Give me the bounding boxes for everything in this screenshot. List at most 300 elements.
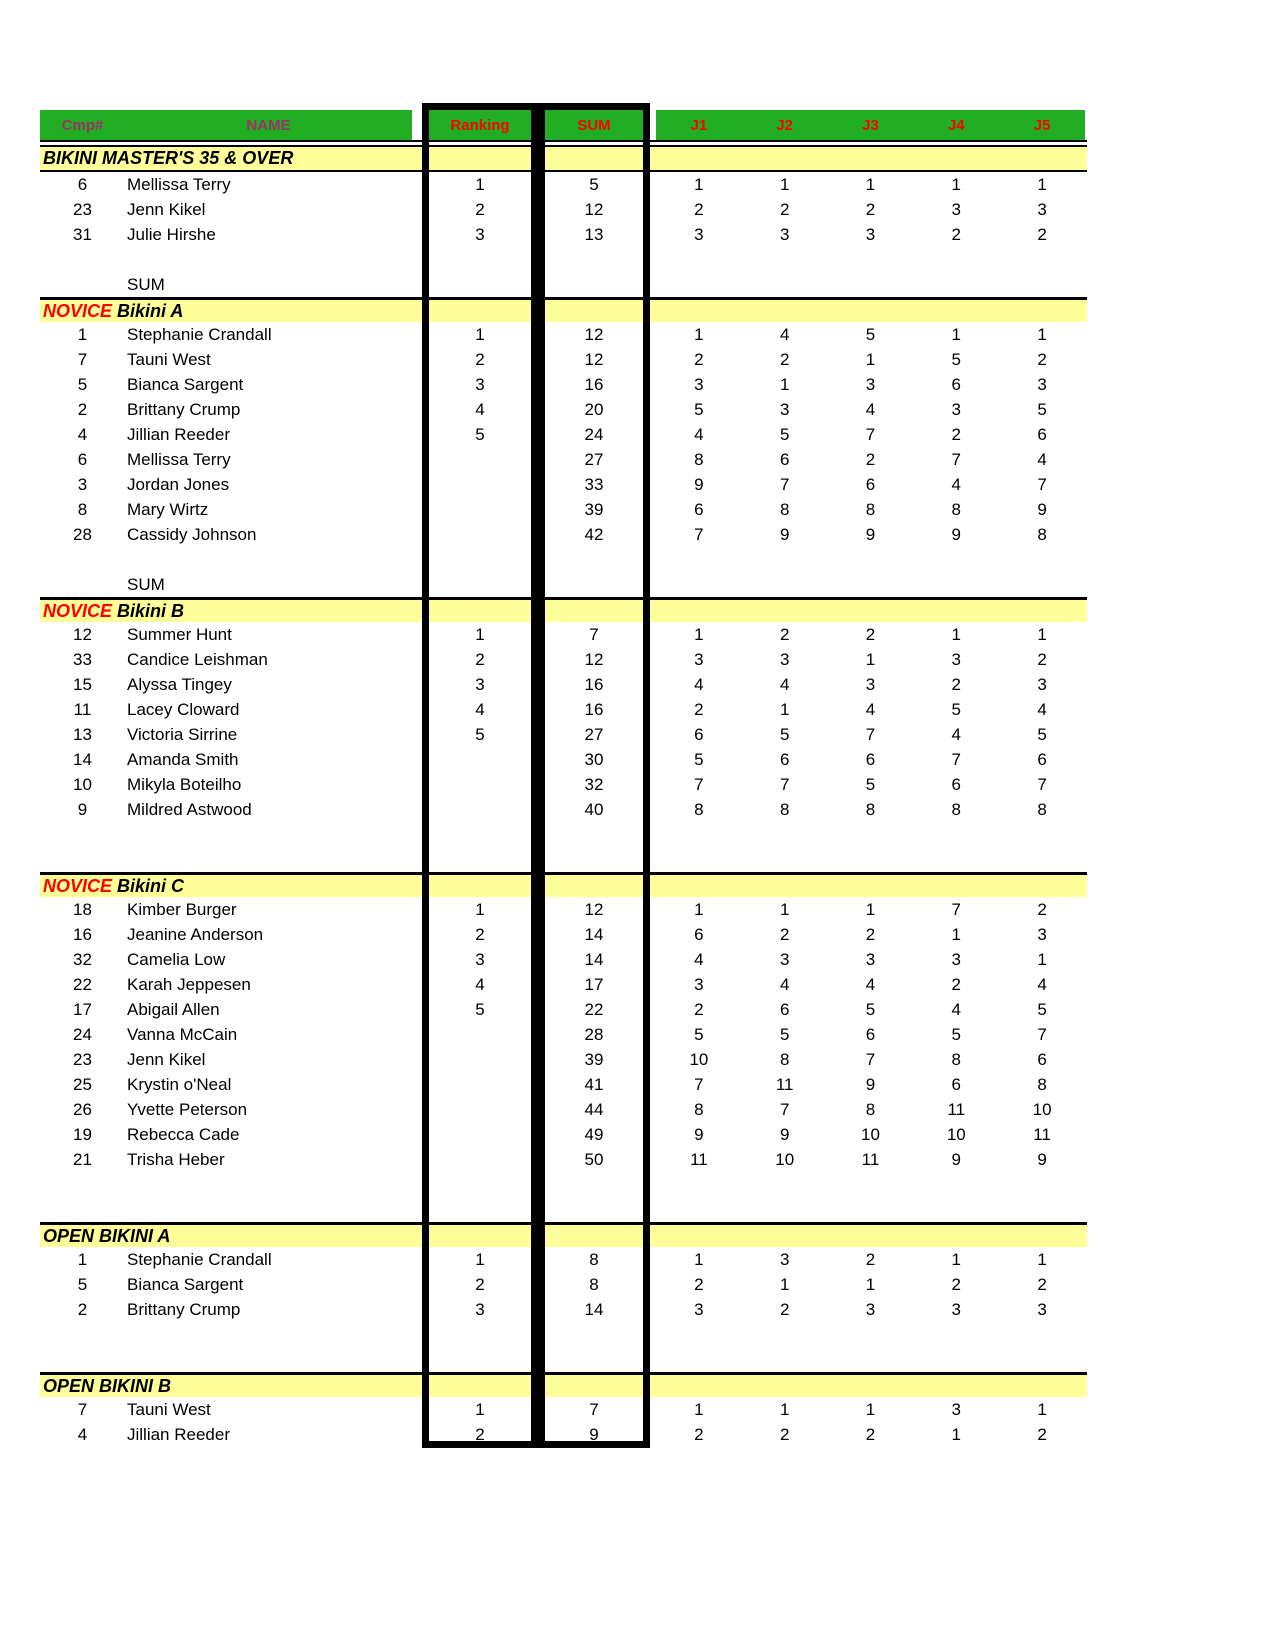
section-title-text: Bikini C bbox=[117, 876, 185, 896]
table-row bbox=[40, 1022, 1087, 1047]
cell-name: Rebecca Cade bbox=[127, 1125, 240, 1144]
col-header-j1: J1 bbox=[656, 110, 742, 140]
cell-j3: 5 bbox=[865, 775, 876, 794]
table-row bbox=[40, 447, 1087, 472]
cell-cmp: 6 bbox=[77, 450, 88, 469]
table-row bbox=[40, 172, 1087, 197]
cell-name: Lacey Cloward bbox=[127, 700, 240, 719]
blank-row bbox=[40, 547, 1087, 572]
table-row bbox=[40, 697, 1087, 722]
cell-name: Bianca Sargent bbox=[127, 1275, 244, 1294]
cell-sum: 12 bbox=[584, 900, 604, 919]
col-header-j2: J2 bbox=[742, 110, 828, 140]
table-row bbox=[40, 1397, 1087, 1422]
cell-j5: 1 bbox=[1037, 175, 1047, 194]
table-row bbox=[40, 797, 1087, 822]
cell-sum: 32 bbox=[584, 775, 604, 794]
cell-sum: 13 bbox=[584, 225, 604, 244]
cell-j5: 8 bbox=[1037, 1075, 1047, 1094]
cell-j5: 2 bbox=[1037, 650, 1047, 669]
table-row bbox=[40, 1097, 1087, 1122]
cell-j3: 9 bbox=[865, 1075, 876, 1094]
cell-sum: 20 bbox=[584, 400, 604, 419]
cell-cmp: 7 bbox=[77, 350, 88, 369]
cell-j2: 7 bbox=[779, 1100, 790, 1119]
cell-j1: 8 bbox=[694, 450, 704, 469]
cell-j1: 7 bbox=[694, 1075, 704, 1094]
cell-j3: 1 bbox=[865, 650, 876, 669]
section-title-text: BIKINI MASTER'S 35 & OVER bbox=[43, 148, 294, 168]
section-title bbox=[40, 1375, 412, 1398]
cell-j2: 3 bbox=[779, 225, 790, 244]
table-row bbox=[40, 622, 1087, 647]
cell-j4: 7 bbox=[951, 750, 962, 769]
cell-cmp: 1 bbox=[77, 1250, 88, 1269]
cell-j4: 2 bbox=[951, 225, 962, 244]
cell-cmp: 2 bbox=[77, 400, 88, 419]
cell-j2: 2 bbox=[779, 625, 790, 644]
cell-j4: 10 bbox=[946, 1125, 966, 1144]
col-header-cmp: Cmp# bbox=[40, 110, 125, 140]
cell-j1: 10 bbox=[689, 1050, 709, 1069]
cell-name: Krystin o'Neal bbox=[127, 1075, 232, 1094]
cell-j2: 6 bbox=[779, 750, 790, 769]
cell-j4: 4 bbox=[951, 725, 962, 744]
cell-name: Mary Wirtz bbox=[127, 500, 209, 519]
cell-name: Yvette Peterson bbox=[127, 1100, 248, 1119]
cell-cmp: 14 bbox=[73, 750, 92, 769]
cell-j4: 8 bbox=[951, 500, 962, 519]
cell-sum: 7 bbox=[589, 1400, 599, 1419]
table-row bbox=[40, 347, 1087, 372]
cell-name: Alyssa Tingey bbox=[127, 675, 232, 694]
table-row bbox=[40, 922, 1087, 947]
cell-j3: 3 bbox=[865, 225, 876, 244]
cell-cmp: 1 bbox=[77, 325, 88, 344]
cell-j1: 7 bbox=[694, 525, 704, 544]
section-title-red: NOVICE bbox=[43, 876, 118, 896]
cell-j4: 5 bbox=[951, 350, 962, 369]
cell-ranking: 3 bbox=[475, 1300, 485, 1319]
section-title-text: OPEN BIKINI B bbox=[43, 1376, 172, 1396]
col-header-ranking: Ranking bbox=[422, 110, 538, 140]
sum-label: SUM bbox=[127, 575, 165, 594]
blank-row bbox=[40, 1172, 1087, 1197]
cell-name: Victoria Sirrine bbox=[127, 725, 238, 744]
cell-name: Brittany Crump bbox=[127, 1300, 241, 1319]
cell-j1: 2 bbox=[694, 700, 704, 719]
cell-j3: 1 bbox=[865, 1275, 876, 1294]
cell-j3: 2 bbox=[865, 1250, 876, 1269]
cell-name: Kimber Burger bbox=[127, 900, 237, 919]
cell-j1: 1 bbox=[694, 625, 704, 644]
cell-j3: 10 bbox=[861, 1125, 880, 1144]
cell-cmp: 4 bbox=[77, 425, 88, 444]
cell-j2: 11 bbox=[775, 1075, 794, 1094]
col-header-sum: SUM bbox=[538, 110, 650, 140]
cell-name: Mildred Astwood bbox=[127, 800, 252, 819]
cell-j2: 8 bbox=[779, 800, 790, 819]
cell-j5: 1 bbox=[1037, 1250, 1047, 1269]
cell-j2: 1 bbox=[779, 1275, 790, 1294]
cell-j5: 2 bbox=[1037, 225, 1047, 244]
section-title-red: NOVICE bbox=[43, 301, 118, 321]
cell-cmp: 22 bbox=[73, 975, 92, 994]
cell-j3: 3 bbox=[865, 1300, 876, 1319]
cell-cmp: 6 bbox=[77, 175, 88, 194]
cell-j5: 1 bbox=[1037, 1400, 1047, 1419]
cell-name: Tauni West bbox=[127, 1400, 211, 1419]
cell-j4: 2 bbox=[951, 675, 962, 694]
cell-j5: 7 bbox=[1037, 1025, 1047, 1044]
cell-sum: 9 bbox=[589, 1425, 599, 1444]
cell-j1: 1 bbox=[694, 900, 704, 919]
cell-sum: 16 bbox=[584, 375, 604, 394]
cell-j5: 3 bbox=[1037, 200, 1047, 219]
col-header-j3: J3 bbox=[828, 110, 914, 140]
cell-name: Julie Hirshe bbox=[127, 225, 216, 244]
table-row bbox=[40, 1122, 1087, 1147]
cell-j3: 3 bbox=[865, 950, 876, 969]
cell-j3: 4 bbox=[865, 700, 876, 719]
cell-name: Summer Hunt bbox=[127, 625, 232, 644]
cell-j1: 3 bbox=[694, 1300, 704, 1319]
cell-j5: 2 bbox=[1037, 1425, 1047, 1444]
section-title bbox=[40, 300, 412, 323]
cell-j3: 2 bbox=[865, 200, 876, 219]
cell-j4: 11 bbox=[947, 1100, 966, 1119]
table-row bbox=[40, 1072, 1087, 1097]
cell-j2: 5 bbox=[779, 425, 790, 444]
table-row bbox=[40, 647, 1087, 672]
cell-j2: 6 bbox=[779, 450, 790, 469]
cell-ranking: 2 bbox=[475, 1275, 485, 1294]
section-title bbox=[40, 875, 412, 898]
cell-name: Stephanie Crandall bbox=[127, 1250, 272, 1269]
cell-j5: 1 bbox=[1037, 625, 1047, 644]
cell-j3: 1 bbox=[865, 175, 876, 194]
cell-j1: 4 bbox=[694, 675, 704, 694]
cell-j3: 3 bbox=[865, 375, 876, 394]
cell-cmp: 25 bbox=[73, 1075, 92, 1094]
table-row bbox=[40, 772, 1087, 797]
cell-j3: 5 bbox=[865, 1000, 876, 1019]
cell-j3: 3 bbox=[865, 675, 876, 694]
cell-cmp: 3 bbox=[77, 475, 88, 494]
cell-j3: 2 bbox=[865, 450, 876, 469]
blank-row bbox=[40, 1347, 1087, 1372]
cell-sum: 49 bbox=[584, 1125, 604, 1144]
cell-ranking: 4 bbox=[475, 400, 485, 419]
cell-j3: 2 bbox=[865, 925, 876, 944]
cell-cmp: 8 bbox=[77, 500, 88, 519]
cell-j4: 9 bbox=[951, 1150, 962, 1169]
cell-j2: 1 bbox=[779, 1400, 790, 1419]
cell-sum: 14 bbox=[584, 1300, 604, 1319]
cell-cmp: 23 bbox=[73, 1050, 92, 1069]
cell-name: Jillian Reeder bbox=[127, 1425, 230, 1444]
cell-sum: 39 bbox=[584, 1050, 604, 1069]
cell-j2: 2 bbox=[779, 925, 790, 944]
cell-sum: 14 bbox=[584, 925, 604, 944]
cell-sum: 50 bbox=[584, 1150, 604, 1169]
cell-cmp: 4 bbox=[77, 1425, 88, 1444]
cell-sum: 16 bbox=[584, 675, 604, 694]
cell-j3: 8 bbox=[865, 1100, 876, 1119]
cell-j5: 5 bbox=[1037, 725, 1047, 744]
cell-name: Jeanine Anderson bbox=[127, 925, 264, 944]
section-title bbox=[40, 600, 412, 623]
cell-j4: 4 bbox=[951, 1000, 962, 1019]
cell-ranking: 2 bbox=[475, 350, 485, 369]
cell-j3: 11 bbox=[861, 1150, 880, 1169]
cell-ranking: 1 bbox=[475, 900, 485, 919]
cell-j5: 8 bbox=[1037, 525, 1047, 544]
cell-sum: 42 bbox=[584, 525, 604, 544]
cell-cmp: 23 bbox=[73, 200, 92, 219]
table-row bbox=[40, 747, 1087, 772]
cell-j4: 6 bbox=[951, 775, 962, 794]
cell-j1: 3 bbox=[694, 975, 704, 994]
blank-row bbox=[40, 847, 1087, 872]
cell-j4: 1 bbox=[951, 1250, 962, 1269]
cell-name: Candice Leishman bbox=[127, 650, 268, 669]
cell-j5: 7 bbox=[1037, 475, 1047, 494]
cell-name: Mellissa Terry bbox=[127, 450, 231, 469]
cell-j4: 7 bbox=[951, 450, 962, 469]
cell-sum: 33 bbox=[584, 475, 604, 494]
table-row bbox=[40, 722, 1087, 747]
cell-j5: 3 bbox=[1037, 375, 1047, 394]
table-row bbox=[40, 397, 1087, 422]
cell-sum: 40 bbox=[584, 800, 604, 819]
cell-sum: 16 bbox=[584, 700, 604, 719]
cell-cmp: 15 bbox=[73, 675, 92, 694]
cell-j3: 2 bbox=[865, 625, 876, 644]
cell-j3: 2 bbox=[865, 1425, 876, 1444]
cell-j2: 7 bbox=[779, 775, 790, 794]
cell-cmp: 5 bbox=[77, 375, 88, 394]
cell-cmp: 26 bbox=[73, 1100, 92, 1119]
cell-j2: 8 bbox=[779, 1050, 790, 1069]
cell-j3: 6 bbox=[865, 750, 876, 769]
cell-name: Trisha Heber bbox=[127, 1150, 225, 1169]
cell-j2: 2 bbox=[779, 1300, 790, 1319]
cell-j1: 11 bbox=[690, 1150, 708, 1169]
section-title-red: NOVICE bbox=[43, 601, 118, 621]
blank-row bbox=[40, 247, 1087, 272]
cell-cmp: 31 bbox=[73, 225, 92, 244]
cell-j1: 6 bbox=[694, 500, 704, 519]
cell-ranking: 1 bbox=[475, 325, 485, 344]
cell-sum: 5 bbox=[589, 175, 599, 194]
cell-j2: 2 bbox=[779, 1425, 790, 1444]
cell-j4: 4 bbox=[951, 475, 962, 494]
cell-j3: 4 bbox=[865, 400, 876, 419]
section-title-text: Bikini A bbox=[117, 301, 184, 321]
cell-name: Brittany Crump bbox=[127, 400, 241, 419]
cell-j2: 1 bbox=[779, 375, 790, 394]
table-row bbox=[40, 1422, 1087, 1447]
cell-j1: 3 bbox=[694, 650, 704, 669]
cell-j3: 1 bbox=[865, 1400, 876, 1419]
cell-j5: 6 bbox=[1037, 1050, 1047, 1069]
cell-ranking: 2 bbox=[475, 650, 485, 669]
cell-j3: 9 bbox=[865, 525, 876, 544]
header-spacer bbox=[412, 110, 422, 140]
cell-j1: 2 bbox=[694, 1000, 704, 1019]
cell-j1: 5 bbox=[694, 1025, 704, 1044]
section-header-row bbox=[40, 597, 1087, 622]
section-title-text: OPEN BIKINI A bbox=[43, 1226, 171, 1246]
cell-j1: 6 bbox=[694, 925, 704, 944]
cell-j4: 9 bbox=[951, 525, 962, 544]
cell-j3: 6 bbox=[865, 1025, 876, 1044]
cell-j2: 8 bbox=[779, 500, 790, 519]
cell-sum: 30 bbox=[584, 750, 604, 769]
table-row bbox=[40, 672, 1087, 697]
cell-name: Tauni West bbox=[127, 350, 211, 369]
table-row bbox=[40, 1147, 1087, 1172]
cell-j1: 6 bbox=[694, 725, 704, 744]
cell-sum: 12 bbox=[584, 325, 604, 344]
cell-sum: 22 bbox=[584, 1000, 604, 1019]
sum-label-row bbox=[40, 272, 1087, 297]
section-header-row bbox=[40, 1372, 1087, 1397]
cell-j4: 1 bbox=[951, 175, 962, 194]
cell-j5: 5 bbox=[1037, 1000, 1047, 1019]
cell-j1: 9 bbox=[694, 475, 704, 494]
cell-j5: 2 bbox=[1037, 900, 1047, 919]
cell-j4: 3 bbox=[951, 1300, 962, 1319]
cell-j1: 4 bbox=[694, 425, 704, 444]
cell-ranking: 3 bbox=[475, 675, 485, 694]
section-title bbox=[40, 1225, 412, 1248]
cell-j3: 5 bbox=[865, 325, 876, 344]
cell-cmp: 17 bbox=[73, 1000, 92, 1019]
cell-sum: 8 bbox=[589, 1250, 599, 1269]
table-row bbox=[40, 422, 1087, 447]
cell-j1: 8 bbox=[694, 1100, 704, 1119]
cell-sum: 7 bbox=[589, 625, 599, 644]
cell-j4: 1 bbox=[951, 325, 962, 344]
cell-name: Jordan Jones bbox=[127, 475, 230, 494]
cell-j4: 1 bbox=[951, 925, 962, 944]
cell-ranking: 3 bbox=[475, 950, 485, 969]
table-row bbox=[40, 997, 1087, 1022]
cell-name: Mellissa Terry bbox=[127, 175, 231, 194]
cell-cmp: 2 bbox=[77, 1300, 88, 1319]
table-row bbox=[40, 497, 1087, 522]
section-header-row bbox=[40, 872, 1087, 897]
cell-ranking: 1 bbox=[475, 175, 485, 194]
cell-j2: 5 bbox=[779, 1025, 790, 1044]
table-body bbox=[40, 147, 1087, 1447]
cell-j2: 4 bbox=[779, 325, 790, 344]
cell-ranking: 4 bbox=[475, 700, 485, 719]
table-row bbox=[40, 1272, 1087, 1297]
cell-j5: 6 bbox=[1037, 750, 1047, 769]
cell-cmp: 33 bbox=[73, 650, 92, 669]
cell-name: Stephanie Crandall bbox=[127, 325, 272, 344]
cell-j1: 4 bbox=[694, 950, 704, 969]
cell-j5: 2 bbox=[1037, 1275, 1047, 1294]
cell-j2: 1 bbox=[779, 700, 790, 719]
cell-j4: 8 bbox=[951, 1050, 962, 1069]
cell-ranking: 4 bbox=[475, 975, 485, 994]
section-header-row bbox=[40, 1222, 1087, 1247]
table-row bbox=[40, 522, 1087, 547]
cell-j4: 3 bbox=[951, 400, 962, 419]
section-header-row bbox=[40, 147, 1087, 172]
cell-j2: 4 bbox=[779, 675, 790, 694]
section-header-row bbox=[40, 297, 1087, 322]
cell-j5: 3 bbox=[1037, 925, 1047, 944]
table-row bbox=[40, 972, 1087, 997]
cell-j3: 7 bbox=[865, 725, 876, 744]
cell-name: Jenn Kikel bbox=[127, 200, 206, 219]
cell-j5: 2 bbox=[1037, 350, 1047, 369]
cell-name: Jenn Kikel bbox=[127, 1050, 206, 1069]
table-row bbox=[40, 1047, 1087, 1072]
table-row bbox=[40, 222, 1087, 247]
header-row bbox=[40, 110, 1087, 140]
table-row bbox=[40, 322, 1087, 347]
cell-j3: 4 bbox=[865, 975, 876, 994]
cell-sum: 28 bbox=[584, 1025, 604, 1044]
cell-sum: 8 bbox=[589, 1275, 599, 1294]
table-row bbox=[40, 472, 1087, 497]
cell-j4: 3 bbox=[951, 1400, 962, 1419]
cell-j3: 7 bbox=[865, 1050, 876, 1069]
cell-j3: 1 bbox=[865, 350, 876, 369]
cell-sum: 12 bbox=[584, 650, 604, 669]
cell-j1: 2 bbox=[694, 200, 704, 219]
cell-cmp: 19 bbox=[73, 1125, 92, 1144]
col-header-j4: J4 bbox=[913, 110, 999, 140]
cell-j1: 9 bbox=[694, 1125, 704, 1144]
cell-name: Abigail Allen bbox=[127, 1000, 220, 1019]
cell-j5: 1 bbox=[1037, 325, 1047, 344]
cell-j4: 3 bbox=[951, 950, 962, 969]
table-row bbox=[40, 897, 1087, 922]
cell-sum: 12 bbox=[584, 350, 604, 369]
cell-ranking: 3 bbox=[475, 225, 485, 244]
cell-j5: 1 bbox=[1037, 950, 1047, 969]
table-row bbox=[40, 1297, 1087, 1322]
cell-j3: 6 bbox=[865, 475, 876, 494]
cell-j3: 8 bbox=[865, 500, 876, 519]
cell-j4: 2 bbox=[951, 425, 962, 444]
cell-sum: 27 bbox=[584, 725, 604, 744]
blank-row bbox=[40, 1322, 1087, 1347]
cell-sum: 17 bbox=[584, 975, 604, 994]
blank-row bbox=[40, 822, 1087, 847]
cell-ranking: 2 bbox=[475, 200, 485, 219]
cell-j2: 3 bbox=[779, 1250, 790, 1269]
cell-j1: 2 bbox=[694, 350, 704, 369]
cell-j1: 1 bbox=[694, 325, 704, 344]
cell-cmp: 13 bbox=[73, 725, 92, 744]
cell-sum: 44 bbox=[584, 1100, 604, 1119]
cell-j5: 3 bbox=[1037, 1300, 1047, 1319]
cell-j2: 3 bbox=[779, 400, 790, 419]
cell-j4: 3 bbox=[951, 200, 962, 219]
cell-j4: 7 bbox=[951, 900, 962, 919]
cell-j1: 3 bbox=[694, 225, 704, 244]
cell-j1: 8 bbox=[694, 800, 704, 819]
cell-name: Cassidy Johnson bbox=[127, 525, 257, 544]
